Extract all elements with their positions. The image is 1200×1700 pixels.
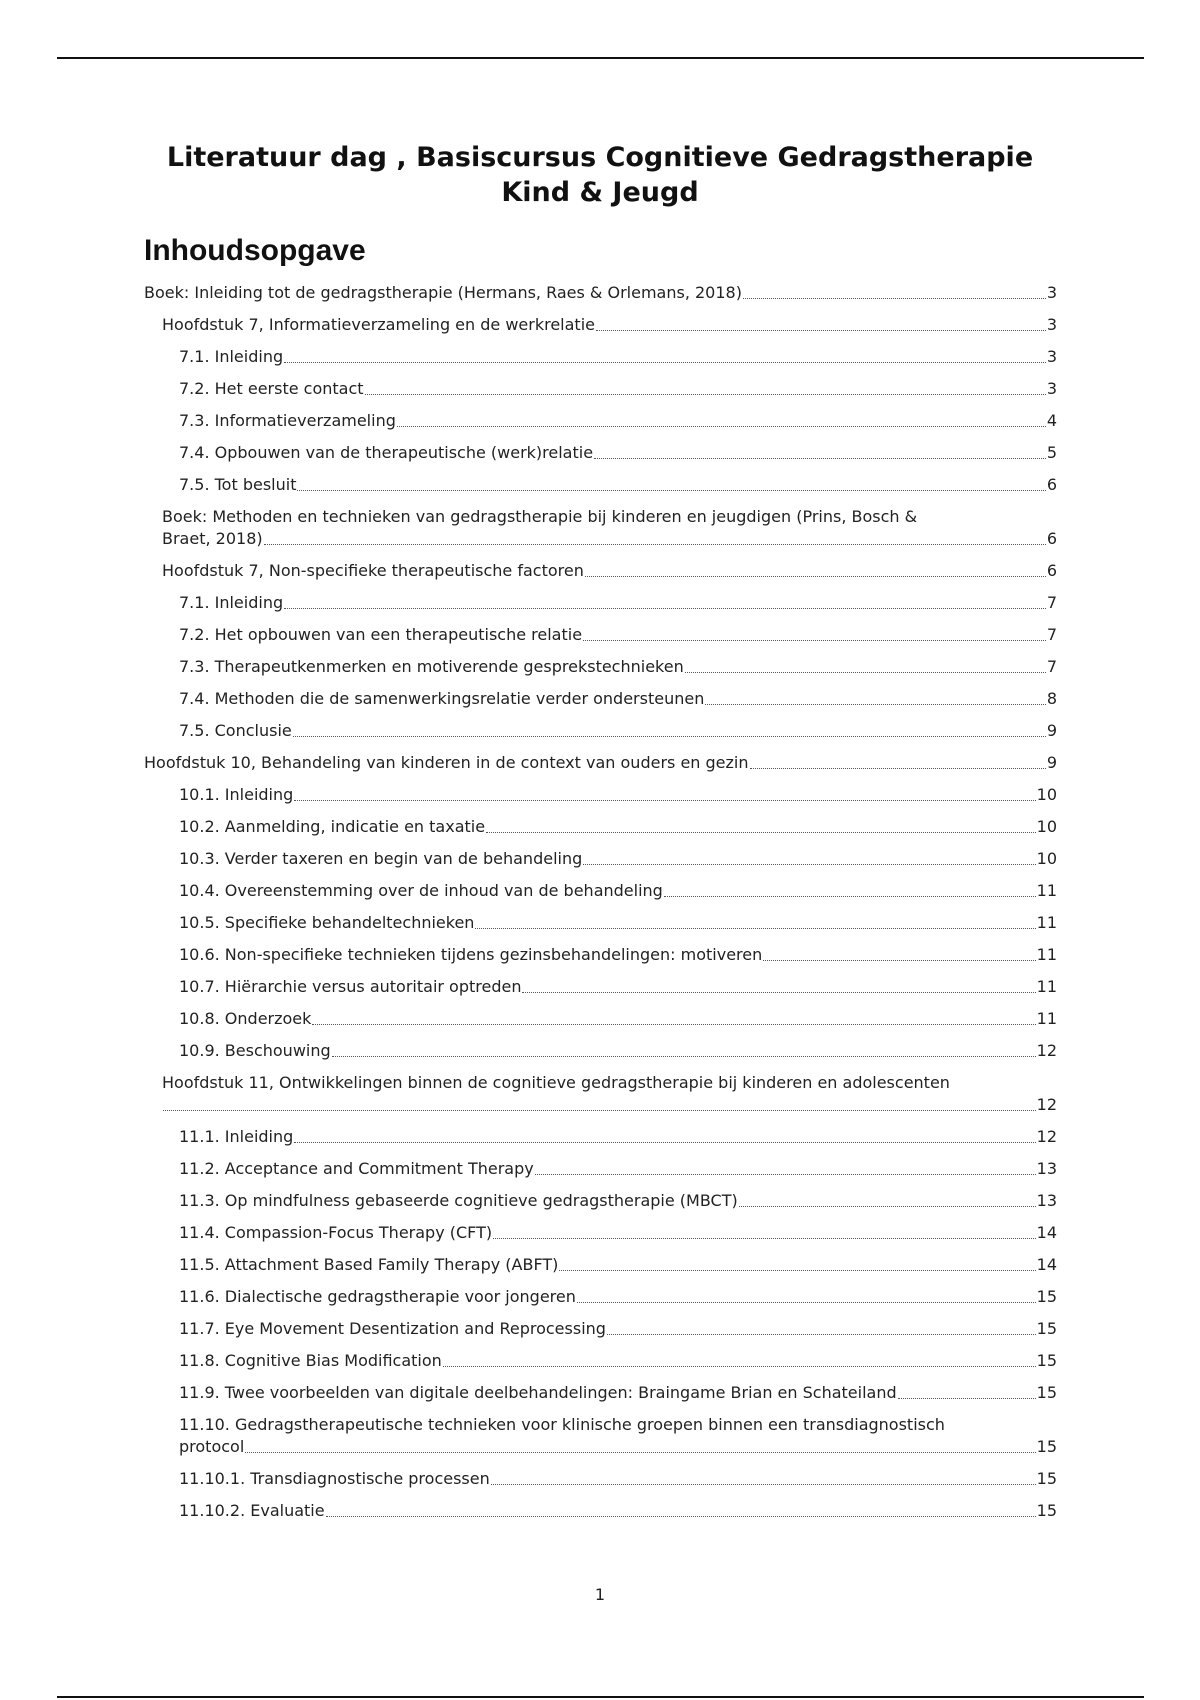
toc-page-number: 12 [1036,1095,1057,1114]
toc-entry[interactable]: Hoofdstuk 7, Informatieverzameling en de werkrelatie 3 [162,315,1057,334]
toc-page-number: 9 [1046,753,1057,772]
toc-heading: Inhoudsopgave [144,234,366,267]
toc-entry[interactable]: 11.8. Cognitive Bias Modification 15 [179,1351,1057,1370]
toc-entry[interactable]: 11.10.2. Evaluatie 15 [179,1501,1057,1520]
footer-rule [57,1696,1144,1698]
toc-page-number: 12 [1036,1127,1057,1146]
toc-page-number: 3 [1046,315,1057,334]
toc-entry[interactable]: 11.5. Attachment Based Family Therapy (ABFT) 14 [179,1255,1057,1274]
toc-entry[interactable]: 11.4. Compassion-Focus Therapy (CFT) 14 [179,1223,1057,1242]
toc-entry[interactable]: Hoofdstuk 11, Ontwikkelingen binnen de cognitieve gedragstherapie bij kinderen en adolescenten 12 [162,1073,1057,1114]
toc-entry[interactable]: 10.9. Beschouwing 12 [179,1041,1057,1060]
toc-page-number: 7 [1046,657,1057,676]
toc-entry[interactable]: Boek: Methoden en technieken van gedragstherapie bij kinderen en jeugdigen (Prins, Bosch & Braet, 2018) 6 [162,507,1057,548]
toc-entry[interactable]: Hoofdstuk 10, Behandeling van kinderen in de context van ouders en gezin 9 [144,753,1057,772]
toc-page-number: 3 [1046,347,1057,366]
toc-entry[interactable]: 10.3. Verder taxeren en begin van de behandeling 10 [179,849,1057,868]
toc-page-number: 13 [1036,1191,1057,1210]
toc-entry[interactable]: 11.6. Dialectische gedragstherapie voor jongeren 15 [179,1287,1057,1306]
toc-page-number: 15 [1036,1383,1057,1402]
toc-entry[interactable]: 10.4. Overeenstemming over de inhoud van de behandeling 11 [179,881,1057,900]
toc-page-number: 10 [1036,817,1057,836]
toc-page-number: 13 [1036,1159,1057,1178]
toc-page-number: 9 [1046,721,1057,740]
toc-page-number: 15 [1036,1351,1057,1370]
toc-page-number: 11 [1036,881,1057,900]
toc-entry[interactable]: 7.5. Tot besluit 6 [179,475,1057,494]
toc-page-number: 10 [1036,849,1057,868]
toc-page-number: 15 [1036,1319,1057,1338]
toc-entry[interactable]: 10.1. Inleiding 10 [179,785,1057,804]
document-title: Literatuur dag , Basiscursus Cognitieve Gedragstherapie Kind & Jeugd [166,142,1034,208]
toc-page-number: 14 [1036,1255,1057,1274]
toc-entry[interactable]: 11.3. Op mindfulness gebaseerde cognitieve gedragstherapie (MBCT) 13 [179,1191,1057,1210]
toc-page-number: 3 [1046,283,1057,302]
toc-entry[interactable]: 10.8. Onderzoek 11 [179,1009,1057,1028]
toc-entry[interactable]: 7.1. Inleiding 3 [179,347,1057,366]
toc-entry[interactable]: 7.4. Methoden die de samenwerkingsrelatie verder ondersteunen 8 [179,689,1057,708]
toc-entry[interactable]: 11.2. Acceptance and Commitment Therapy 13 [179,1159,1057,1178]
toc-page-number: 11 [1036,1009,1057,1028]
header-rule [57,57,1144,59]
toc-entry[interactable]: 11.7. Eye Movement Desentization and Reprocessing 15 [179,1319,1057,1338]
toc-entry[interactable]: 11.9. Twee voorbeelden van digitale deelbehandelingen: Braingame Brian en Schateiland 15 [179,1383,1057,1402]
toc-entry[interactable]: 7.4. Opbouwen van de therapeutische (werk)relatie 5 [179,443,1057,462]
toc-page-number: 6 [1046,475,1057,494]
toc-page-number: 11 [1036,913,1057,932]
toc-page-number: 14 [1036,1223,1057,1242]
toc-page-number: 15 [1036,1501,1057,1520]
toc-page-number: 7 [1046,625,1057,644]
toc-entry[interactable]: 10.7. Hiërarchie versus autoritair optreden 11 [179,977,1057,996]
toc-entry[interactable]: 7.3. Informatieverzameling 4 [179,411,1057,430]
toc-entry[interactable]: 7.5. Conclusie 9 [179,721,1057,740]
toc-page-number: 15 [1036,1437,1057,1456]
toc-entry[interactable]: Boek: Inleiding tot de gedragstherapie (Hermans, Raes & Orlemans, 2018) 3 [144,283,1057,302]
toc-page-number: 11 [1036,977,1057,996]
toc-page-number: 6 [1046,561,1057,580]
page-number: 1 [594,1585,606,1604]
toc-page-number: 11 [1036,945,1057,964]
toc-entry[interactable]: 10.5. Specifieke behandeltechnieken 11 [179,913,1057,932]
toc-entry[interactable]: 10.2. Aanmelding, indicatie en taxatie 10 [179,817,1057,836]
toc-entry[interactable]: 11.1. Inleiding 12 [179,1127,1057,1146]
toc-entry[interactable]: 7.2. Het eerste contact 3 [179,379,1057,398]
toc-entry[interactable]: 11.10.1. Transdiagnostische processen 15 [179,1469,1057,1488]
toc-entry[interactable]: Hoofdstuk 7, Non-specifieke therapeutische factoren 6 [162,561,1057,580]
toc-entry[interactable]: 11.10. Gedragstherapeutische technieken voor klinische groepen binnen een transdiagnostisch protocol 15 [179,1415,1057,1456]
toc-page-number: 12 [1036,1041,1057,1060]
toc-entry[interactable]: 10.6. Non-specifieke technieken tijdens gezinsbehandelingen: motiveren 11 [179,945,1057,964]
toc-entry[interactable]: 7.3. Therapeutkenmerken en motiverende gesprekstechnieken 7 [179,657,1057,676]
toc-page-number: 7 [1046,593,1057,612]
toc-page-number: 15 [1036,1287,1057,1306]
toc-page-number: 5 [1046,443,1057,462]
toc-page-number: 8 [1046,689,1057,708]
toc-page-number: 4 [1046,411,1057,430]
toc-entry[interactable]: 7.2. Het opbouwen van een therapeutische relatie 7 [179,625,1057,644]
toc-page-number: 6 [1046,529,1057,548]
toc-page-number: 3 [1046,379,1057,398]
toc-entry[interactable]: 7.1. Inleiding 7 [179,593,1057,612]
toc-page-number: 10 [1036,785,1057,804]
toc-page-number: 15 [1036,1469,1057,1488]
